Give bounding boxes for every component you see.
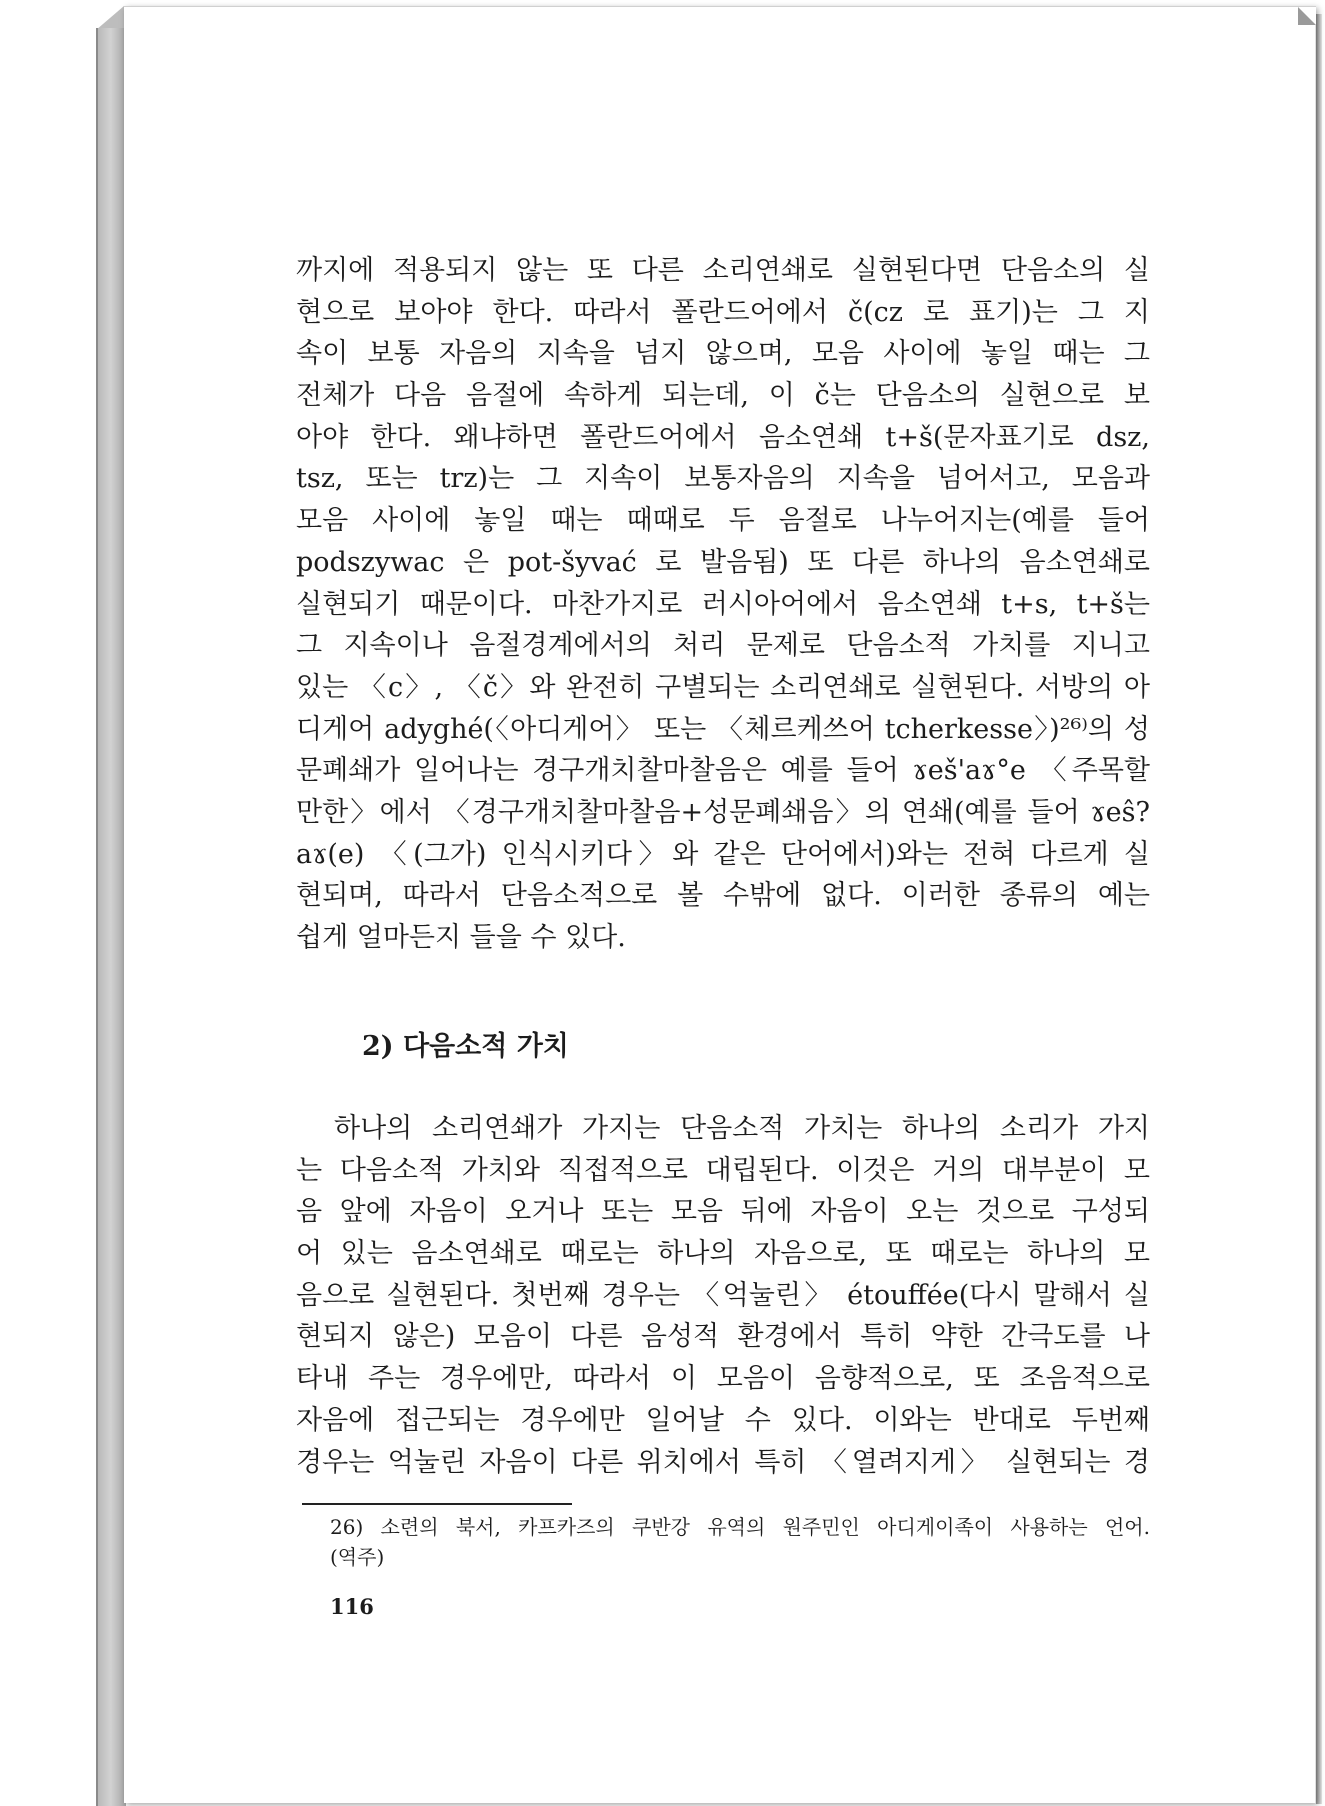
text-line: 음으로 실현된다. 첫번째 경우는 〈억눌린〉 étouffée(다시 말해서 실 bbox=[296, 1279, 1150, 1311]
text-line: 까지에 적용되지 않는 또 다른 소리연쇄로 실현된다면 단음소의 실 bbox=[296, 255, 1150, 286]
footnote bbox=[330, 1512, 1150, 1572]
text-line: 음 앞에 자음이 오거나 또는 모음 뒤에 자음이 오는 것으로 구성되 bbox=[296, 1196, 1150, 1228]
footnote-divider bbox=[302, 1503, 572, 1505]
page-number: 116 bbox=[330, 1594, 374, 1619]
text-line: 현되지 않은) 모음이 다른 음성적 환경에서 특히 약한 간극도를 나 bbox=[296, 1321, 1150, 1353]
book-spine-top bbox=[96, 6, 124, 30]
text-line: 현되며, 따라서 단음소적으로 볼 수밖에 없다. 이러한 종류의 예는 bbox=[296, 880, 1150, 912]
text-line: 있는 〈c〉, 〈č〉와 완전히 구별되는 소리연쇄로 실현된다. 서방의 아 bbox=[296, 671, 1150, 703]
text-line: 자음에 접근되는 경우에만 일어날 수 있다. 이와는 반대로 두번째 bbox=[296, 1404, 1150, 1436]
text-line: 쉽게 얼마든지 들을 수 있다. bbox=[296, 922, 626, 953]
text-line: 아야 한다. 왜냐하면 폴란드어에서 음소연쇄 t+š(문자표기로 dsz, bbox=[296, 421, 1150, 453]
text-line: aɤ(e) 〈(그가) 인식시키다〉와 같은 단어에서)와는 전혀 다르게 실 bbox=[296, 838, 1150, 870]
page-corner-fold bbox=[1298, 7, 1316, 25]
text-line: 모음 사이에 놓일 때는 때때로 두 음절로 나누어지는(예를 들어 bbox=[296, 505, 1150, 537]
page-edge-shadow bbox=[1316, 14, 1322, 1804]
text-line: 경우는 억눌린 자음이 다른 위치에서 특히 〈열려지게〉 실현되는 경 bbox=[296, 1446, 1150, 1478]
text-line: 만한〉에서 〈경구개치찰마찰음+성문폐쇄음〉의 연쇄(예를 들어 ɤeŝ? bbox=[296, 796, 1150, 828]
text-line: 어 있는 음소연쇄로 때로는 하나의 자음으로, 또 때로는 하나의 모 bbox=[296, 1238, 1150, 1270]
footnote-line: 26) 소련의 북서, 카프카즈의 쿠반강 유역의 원주민인 아디게이족이 사용하는 언어. bbox=[330, 1515, 1150, 1539]
book-spine bbox=[96, 28, 126, 1806]
paragraph-2 bbox=[296, 1108, 1150, 1483]
footnote-line: (역주) bbox=[330, 1545, 385, 1569]
text-line: 실현되기 때문이다. 마찬가지로 러시아어에서 음소연쇄 t+s, t+š는 bbox=[296, 588, 1150, 620]
text-line: podszywac 은 pot-šyvać 로 발음됨) 또 다른 하나의 음소연쇄로 bbox=[296, 546, 1150, 578]
text-line: 타내 주는 경우에만, 따라서 이 모음이 음향적으로, 또 조음적으로 bbox=[296, 1363, 1150, 1395]
text-line: 그 지속이나 음절경계에서의 처리 문제로 단음소적 가치를 지니고 bbox=[296, 630, 1150, 662]
text-line: tsz, 또는 trz)는 그 지속이 보통자음의 지속을 넘어서고, 모음과 bbox=[296, 463, 1150, 495]
text-line: 속이 보통 자음의 지속을 넘지 않으며, 모음 사이에 놓일 때는 그 bbox=[296, 338, 1150, 370]
text-line: 는 다음소적 가치와 직접적으로 대립된다. 이것은 거의 대부분이 모 bbox=[296, 1154, 1150, 1186]
text-line: 전체가 다음 음절에 속하게 되는데, 이 č는 단음소의 실현으로 보 bbox=[296, 380, 1150, 412]
text-line: 문폐쇄가 일어나는 경구개치찰마찰음은 예를 들어 ɤeš'aɤ°e 〈주목할 bbox=[296, 755, 1150, 787]
text-line: 하나의 소리연쇄가 가지는 단음소적 가치는 하나의 소리가 가지 bbox=[334, 1113, 1150, 1144]
text-line: 디게어 adyghé(〈아디게어〉 또는 〈체르케쓰어 tcherkesse〉)²⁶⁾의 성 bbox=[296, 713, 1150, 745]
section-heading: 2) 다음소적 가치 bbox=[362, 1031, 569, 1062]
paragraph-1 bbox=[296, 250, 1150, 959]
text-line: 현으로 보아야 한다. 따라서 폴란드어에서 č(cz 로 표기)는 그 지 bbox=[296, 296, 1150, 328]
